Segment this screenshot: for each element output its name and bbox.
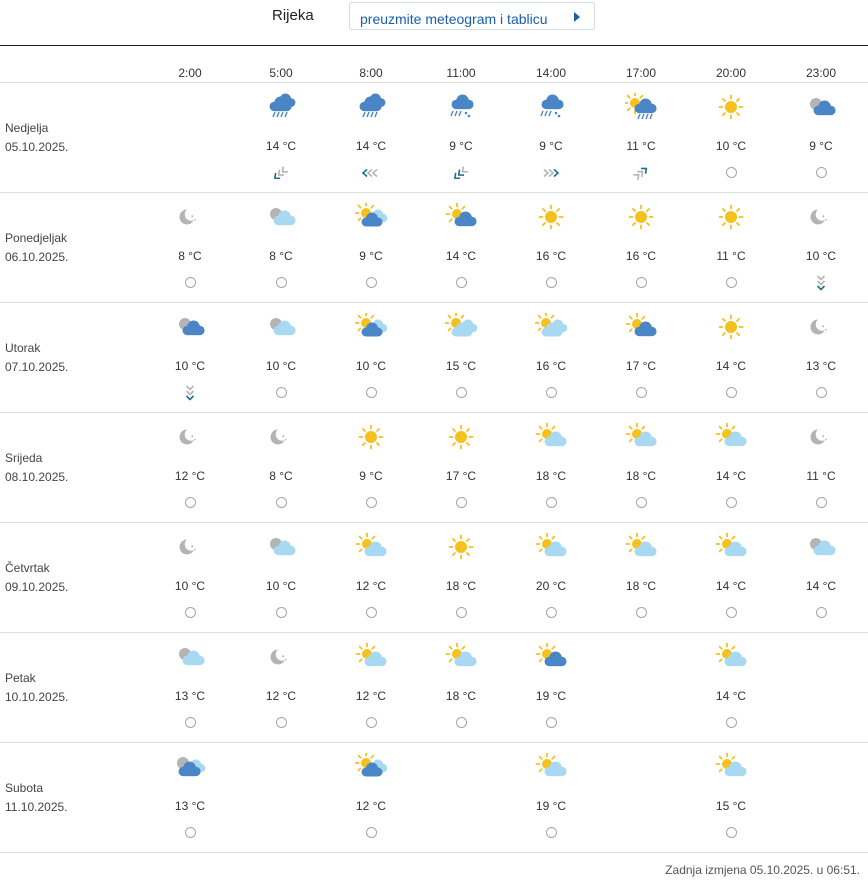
- temperature: 19 °C: [535, 689, 567, 703]
- time-label: 17:00: [625, 66, 657, 80]
- sun-cloud-rain-icon: [625, 93, 657, 121]
- sun-dark-cloud-icon: [445, 203, 477, 231]
- temperature: 10 °C: [265, 359, 297, 373]
- forecast-cell[interactable]: [781, 193, 861, 302]
- wind-arrow-icon: [631, 165, 651, 181]
- sun-light-cloud-icon: [715, 643, 747, 671]
- wind-indicator: [721, 495, 741, 511]
- calm-wind-icon: [366, 717, 377, 728]
- temperature: 10 °C: [715, 139, 747, 153]
- wind-indicator: [811, 385, 831, 401]
- forecast-cell[interactable]: [331, 413, 411, 522]
- day-label: [5, 559, 68, 597]
- wind-indicator: [631, 385, 651, 401]
- temperature: 13 °C: [174, 799, 206, 813]
- temperature: 10 °C: [174, 359, 206, 373]
- forecast-cell[interactable]: [331, 633, 411, 742]
- calm-wind-icon: [636, 497, 647, 508]
- wind-arrow-icon: [451, 165, 471, 181]
- heavy-rain-icon: [265, 93, 297, 121]
- temperature: 17 °C: [625, 359, 657, 373]
- wind-indicator: [451, 275, 471, 291]
- calm-wind-icon: [816, 497, 827, 508]
- calm-wind-icon: [636, 607, 647, 618]
- wind-indicator: [451, 495, 471, 511]
- forecast-cell[interactable]: [331, 83, 411, 192]
- day-name: Srijeda: [5, 451, 43, 465]
- sun-light-cloud-icon: [625, 423, 657, 451]
- forecast-cell[interactable]: [601, 83, 681, 192]
- forecast-cell[interactable]: [241, 523, 321, 632]
- temperature: 18 °C: [625, 469, 657, 483]
- moon-light-cloud-icon: [265, 203, 297, 231]
- temperature: 9 °C: [359, 249, 383, 263]
- forecast-cell[interactable]: [601, 303, 681, 412]
- temperature: 10 °C: [355, 359, 387, 373]
- header: [0, 0, 868, 46]
- calm-wind-icon: [816, 387, 827, 398]
- day-row: [0, 303, 868, 413]
- time-label: 2:00: [178, 66, 202, 80]
- calm-wind-icon: [546, 717, 557, 728]
- wind-indicator: [361, 825, 381, 841]
- meteogram-button[interactable]: [349, 2, 595, 30]
- sun-light-cloud-icon: [535, 753, 567, 781]
- temperature: 8 °C: [269, 249, 293, 263]
- wind-indicator: [180, 605, 200, 621]
- wind-indicator: [541, 605, 561, 621]
- forecast-cell[interactable]: [511, 743, 591, 852]
- moon-dark-cloud-icon: [805, 93, 837, 121]
- temperature: 12 °C: [355, 579, 387, 593]
- temperature: 9 °C: [539, 139, 563, 153]
- wind-indicator: [361, 605, 381, 621]
- forecast-cell[interactable]: [241, 83, 321, 192]
- wind-indicator: [271, 495, 291, 511]
- wind-indicator: [451, 715, 471, 731]
- forecast-cell[interactable]: [691, 523, 771, 632]
- wind-indicator: [541, 385, 561, 401]
- calm-wind-icon: [456, 607, 467, 618]
- forecast-cell[interactable]: [150, 523, 230, 632]
- temperature: 19 °C: [535, 799, 567, 813]
- day-date: 05.10.2025.: [5, 140, 69, 154]
- wind-arrow-icon: [361, 165, 381, 181]
- wind-arrow-icon: [811, 275, 831, 291]
- time-label: 11:00: [446, 66, 476, 80]
- day-name: Četvrtak: [5, 561, 50, 575]
- temperature: 16 °C: [625, 249, 657, 263]
- calm-wind-icon: [456, 387, 467, 398]
- wind-indicator: [721, 825, 741, 841]
- temperature: 11 °C: [716, 249, 746, 263]
- rain-snow-icon: [535, 93, 567, 121]
- sun-icon: [715, 203, 747, 231]
- temperature: 11 °C: [806, 469, 836, 483]
- temperature: 20 °C: [535, 579, 567, 593]
- moon-icon: [174, 203, 206, 231]
- time-label: 23:00: [805, 66, 837, 80]
- forecast-cell[interactable]: [691, 633, 771, 742]
- forecast-cell[interactable]: [601, 413, 681, 522]
- temperature: 14 °C: [355, 139, 387, 153]
- calm-wind-icon: [185, 827, 196, 838]
- time-label: 20:00: [715, 66, 747, 80]
- day-name: Subota: [5, 781, 44, 795]
- forecast-cell[interactable]: [421, 633, 501, 742]
- sun-light-cloud-icon: [355, 643, 387, 671]
- calm-wind-icon: [546, 827, 557, 838]
- temperature: 14 °C: [715, 359, 747, 373]
- temperature: 18 °C: [535, 469, 567, 483]
- forecast-cell[interactable]: [421, 523, 501, 632]
- calm-wind-icon: [366, 827, 377, 838]
- last-update: Zadnja izmjena 05.10.2025. u 06:51.: [665, 863, 860, 877]
- forecast-cell[interactable]: [331, 193, 411, 302]
- sun-icon: [445, 423, 477, 451]
- forecast-cell[interactable]: [511, 193, 591, 302]
- wind-indicator: [811, 495, 831, 511]
- forecast-cell[interactable]: [511, 413, 591, 522]
- moon-dark-cloud-icon: [174, 313, 206, 341]
- calm-wind-icon: [366, 277, 377, 288]
- temperature: 14 °C: [805, 579, 837, 593]
- forecast-cell[interactable]: [421, 193, 501, 302]
- temperature: 10 °C: [805, 249, 837, 263]
- wind-indicator: [541, 275, 561, 291]
- forecast-cell[interactable]: [241, 303, 321, 412]
- calm-wind-icon: [366, 607, 377, 618]
- sun-icon: [535, 203, 567, 231]
- day-row: [0, 83, 868, 193]
- calm-wind-icon: [546, 387, 557, 398]
- calm-wind-icon: [276, 277, 287, 288]
- temperature: 14 °C: [715, 579, 747, 593]
- calm-wind-icon: [726, 387, 737, 398]
- forecast-cell[interactable]: [150, 193, 230, 302]
- calm-wind-icon: [456, 717, 467, 728]
- calm-wind-icon: [726, 167, 737, 178]
- calm-wind-icon: [726, 827, 737, 838]
- sun-icon: [715, 313, 747, 341]
- forecast-cell[interactable]: [150, 633, 230, 742]
- forecast-cell[interactable]: [150, 743, 230, 852]
- moon-light-cloud-icon: [265, 313, 297, 341]
- temperature: 17 °C: [445, 469, 477, 483]
- wind-indicator: [271, 605, 291, 621]
- forecast-cell[interactable]: [511, 523, 591, 632]
- moon-icon: [174, 533, 206, 561]
- calm-wind-icon: [816, 167, 827, 178]
- wind-indicator: [541, 165, 561, 181]
- calm-wind-icon: [276, 717, 287, 728]
- wind-indicator: [721, 605, 741, 621]
- moon-icon: [174, 423, 206, 451]
- wind-arrow-icon: [541, 165, 561, 181]
- temperature: 15 °C: [445, 359, 477, 373]
- sun-clouds-icon: [355, 313, 387, 341]
- forecast-cell[interactable]: [331, 303, 411, 412]
- forecast-cell[interactable]: [601, 193, 681, 302]
- sun-icon: [445, 533, 477, 561]
- calm-wind-icon: [276, 497, 287, 508]
- time-label: 8:00: [359, 66, 383, 80]
- moon-light-cloud-icon: [174, 643, 206, 671]
- forecast-cell[interactable]: [511, 83, 591, 192]
- temperature: 12 °C: [174, 469, 206, 483]
- forecast-cell[interactable]: [691, 193, 771, 302]
- temperature: 18 °C: [445, 689, 477, 703]
- sun-icon: [355, 423, 387, 451]
- sun-light-cloud-icon: [445, 643, 477, 671]
- forecast-cell[interactable]: [781, 413, 861, 522]
- temperature: 14 °C: [445, 249, 477, 263]
- temperature: 10 °C: [265, 579, 297, 593]
- calm-wind-icon: [726, 277, 737, 288]
- day-date: 07.10.2025.: [5, 360, 69, 374]
- forecast-cell[interactable]: [241, 413, 321, 522]
- calm-wind-icon: [185, 497, 196, 508]
- calm-wind-icon: [546, 497, 557, 508]
- wind-indicator: [631, 165, 651, 181]
- forecast-cell[interactable]: [781, 83, 861, 192]
- forecast-cell[interactable]: [601, 523, 681, 632]
- calm-wind-icon: [456, 277, 467, 288]
- calm-wind-icon: [456, 497, 467, 508]
- moon-clouds-icon: [174, 753, 206, 781]
- time-header-row: [0, 46, 868, 83]
- city-name: Rijeka: [272, 7, 314, 24]
- wind-indicator: [180, 825, 200, 841]
- sun-light-cloud-icon: [715, 533, 747, 561]
- forecast-cell[interactable]: [331, 743, 411, 852]
- forecast-cell[interactable]: [421, 83, 501, 192]
- forecast-cell[interactable]: [331, 523, 411, 632]
- moon-light-cloud-icon: [805, 533, 837, 561]
- wind-indicator: [271, 275, 291, 291]
- sun-clouds-light-icon: [535, 313, 567, 341]
- day-row: [0, 633, 868, 743]
- calm-wind-icon: [726, 717, 737, 728]
- wind-indicator: [361, 165, 381, 181]
- calm-wind-icon: [636, 387, 647, 398]
- calm-wind-icon: [185, 717, 196, 728]
- wind-indicator: [811, 605, 831, 621]
- forecast-cell[interactable]: [511, 633, 591, 742]
- moon-icon: [265, 423, 297, 451]
- day-name: Ponedjeljak: [5, 231, 68, 245]
- sun-clouds-light-icon: [445, 313, 477, 341]
- forecast-cell[interactable]: [781, 303, 861, 412]
- calm-wind-icon: [276, 607, 287, 618]
- temperature: 13 °C: [174, 689, 206, 703]
- moon-light-cloud-icon: [265, 533, 297, 561]
- wind-indicator: [811, 165, 831, 181]
- temperature: 8 °C: [269, 469, 293, 483]
- day-label: [5, 779, 68, 817]
- wind-indicator: [361, 715, 381, 731]
- meteogram-button-label: preuzmite meteogram i tablicu: [360, 10, 548, 27]
- time-label: 14:00: [535, 66, 567, 80]
- sun-light-cloud-icon: [715, 423, 747, 451]
- day-date: 06.10.2025.: [5, 250, 69, 264]
- wind-indicator: [721, 385, 741, 401]
- day-label: [5, 669, 68, 707]
- time-label: 5:00: [269, 66, 293, 80]
- rain-snow-icon: [445, 93, 477, 121]
- day-row: [0, 193, 868, 303]
- sun-light-cloud-icon: [535, 533, 567, 561]
- day-label: [5, 229, 68, 267]
- temperature: 11 °C: [626, 139, 656, 153]
- wind-indicator: [451, 605, 471, 621]
- temperature: 16 °C: [535, 249, 567, 263]
- temperature: 14 °C: [715, 689, 747, 703]
- wind-indicator: [721, 275, 741, 291]
- wind-indicator: [271, 165, 291, 181]
- forecast-cell[interactable]: [150, 303, 230, 412]
- temperature: 15 °C: [715, 799, 747, 813]
- temperature: 9 °C: [449, 139, 473, 153]
- calm-wind-icon: [546, 277, 557, 288]
- forecast-cell[interactable]: [511, 303, 591, 412]
- temperature: 13 °C: [805, 359, 837, 373]
- wind-indicator: [721, 715, 741, 731]
- day-row: [0, 413, 868, 523]
- forecast-cell[interactable]: [241, 633, 321, 742]
- wind-indicator: [361, 275, 381, 291]
- day-name: Utorak: [5, 341, 41, 355]
- temperature: 18 °C: [625, 579, 657, 593]
- wind-indicator: [451, 165, 471, 181]
- temperature: 18 °C: [445, 579, 477, 593]
- temperature: 12 °C: [355, 799, 387, 813]
- forecast-cell[interactable]: [421, 413, 501, 522]
- day-date: 09.10.2025.: [5, 580, 69, 594]
- wind-indicator: [180, 495, 200, 511]
- day-name: Nedjelja: [5, 121, 49, 135]
- day-name: Petak: [5, 671, 36, 685]
- wind-indicator: [631, 275, 651, 291]
- sun-dark-cloud-icon: [625, 313, 657, 341]
- day-label: [5, 449, 68, 487]
- wind-indicator: [631, 495, 651, 511]
- calm-wind-icon: [366, 387, 377, 398]
- day-date: 08.10.2025.: [5, 470, 69, 484]
- day-label: [5, 339, 68, 377]
- wind-indicator: [361, 495, 381, 511]
- wind-indicator: [541, 715, 561, 731]
- forecast-cell[interactable]: [691, 303, 771, 412]
- wind-arrow-icon: [180, 385, 200, 401]
- forecast-cell[interactable]: [241, 193, 321, 302]
- temperature: 14 °C: [265, 139, 297, 153]
- forecast-cell[interactable]: [421, 303, 501, 412]
- wind-indicator: [271, 715, 291, 731]
- sun-light-cloud-icon: [535, 423, 567, 451]
- forecast-cell[interactable]: [781, 523, 861, 632]
- wind-indicator: [361, 385, 381, 401]
- wind-indicator: [541, 495, 561, 511]
- wind-indicator: [180, 715, 200, 731]
- wind-indicator: [541, 825, 561, 841]
- wind-indicator: [180, 385, 200, 401]
- forecast-cell[interactable]: [150, 413, 230, 522]
- wind-indicator: [811, 275, 831, 291]
- wind-indicator: [180, 275, 200, 291]
- sun-light-cloud-icon: [715, 753, 747, 781]
- temperature: 9 °C: [809, 139, 833, 153]
- wind-arrow-icon: [271, 165, 291, 181]
- calm-wind-icon: [726, 607, 737, 618]
- day-date: 11.10.2025.: [5, 800, 68, 814]
- calm-wind-icon: [816, 607, 827, 618]
- wind-indicator: [721, 165, 741, 181]
- moon-icon: [805, 313, 837, 341]
- calm-wind-icon: [366, 497, 377, 508]
- day-label: [5, 119, 68, 157]
- wind-indicator: [631, 605, 651, 621]
- wind-indicator: [451, 385, 471, 401]
- sun-icon: [625, 203, 657, 231]
- temperature: 10 °C: [174, 579, 206, 593]
- forecast-cell[interactable]: [691, 83, 771, 192]
- calm-wind-icon: [276, 387, 287, 398]
- calm-wind-icon: [726, 497, 737, 508]
- temperature: 12 °C: [355, 689, 387, 703]
- calm-wind-icon: [185, 277, 196, 288]
- calm-wind-icon: [636, 277, 647, 288]
- temperature: 12 °C: [265, 689, 297, 703]
- moon-icon: [265, 643, 297, 671]
- day-date: 10.10.2025.: [5, 690, 69, 704]
- temperature: 16 °C: [535, 359, 567, 373]
- temperature: 14 °C: [715, 469, 747, 483]
- caret-right-icon: [574, 12, 580, 22]
- sun-icon: [715, 93, 747, 121]
- sun-dark-cloud-icon: [535, 643, 567, 671]
- temperature: 9 °C: [359, 469, 383, 483]
- wind-indicator: [271, 385, 291, 401]
- forecast-cell[interactable]: [691, 413, 771, 522]
- moon-icon: [805, 203, 837, 231]
- day-row: [0, 523, 868, 633]
- calm-wind-icon: [546, 607, 557, 618]
- sun-light-cloud-icon: [355, 533, 387, 561]
- forecast-cell[interactable]: [691, 743, 771, 852]
- day-row: [0, 743, 868, 853]
- sun-light-cloud-icon: [625, 533, 657, 561]
- sun-clouds-icon: [355, 203, 387, 231]
- calm-wind-icon: [185, 607, 196, 618]
- moon-icon: [805, 423, 837, 451]
- temperature: 8 °C: [178, 249, 202, 263]
- sun-clouds-icon: [355, 753, 387, 781]
- heavy-rain-icon: [355, 93, 387, 121]
